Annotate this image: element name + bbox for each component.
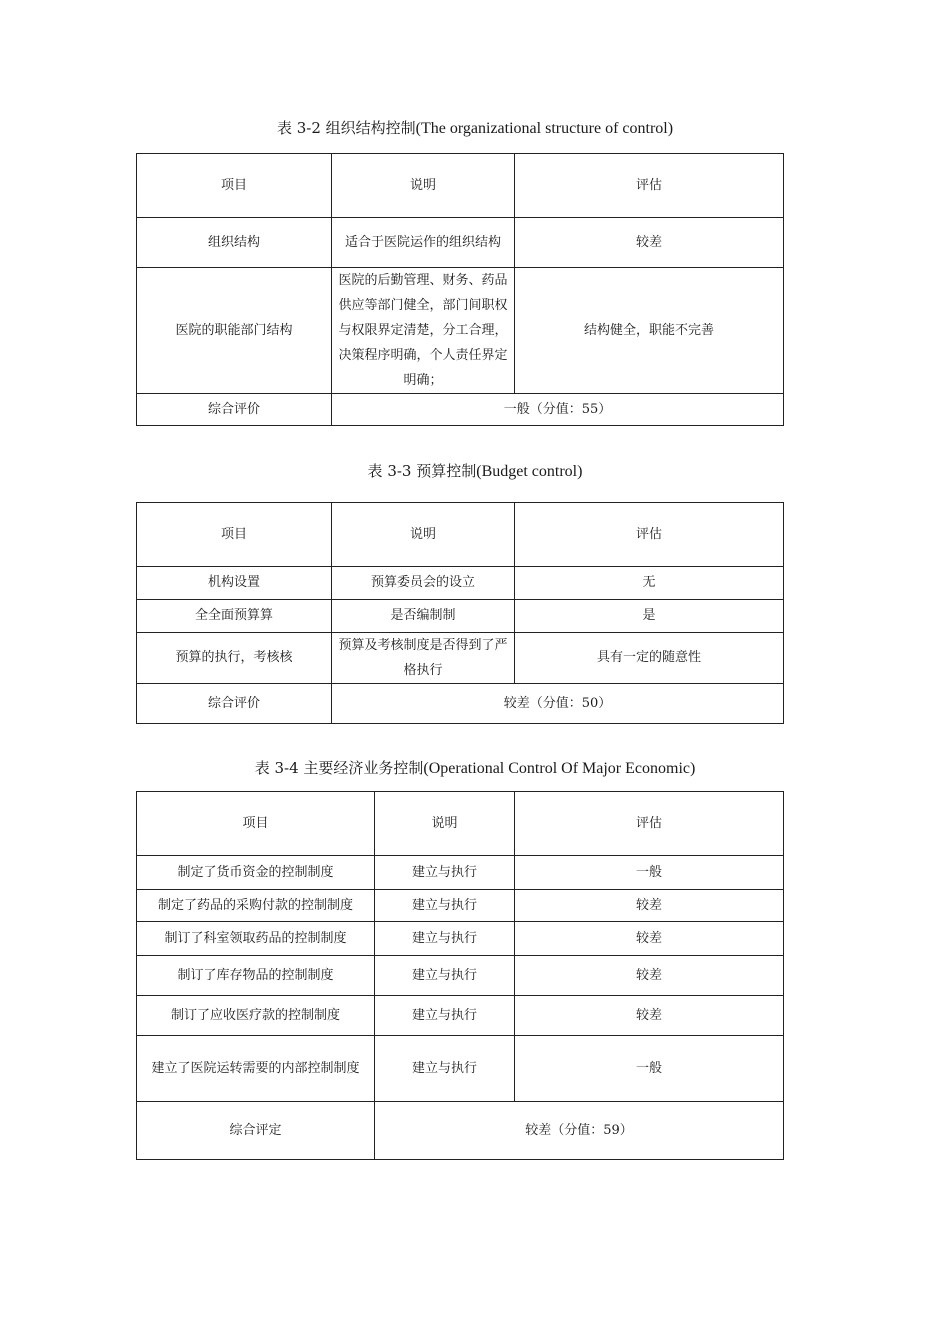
table-row bbox=[137, 922, 784, 956]
table-3-3 bbox=[136, 502, 784, 724]
table-cell: 医院的职能部门结构 bbox=[137, 268, 332, 394]
table-cell: 全全面预算算 bbox=[137, 600, 332, 633]
table-cell: 预算委员会的设立 bbox=[332, 567, 515, 600]
header-cell: 说明 bbox=[332, 154, 515, 218]
header-cell: 评估 bbox=[515, 792, 784, 856]
table-cell: 是 bbox=[515, 600, 784, 633]
table-cell: 机构设置 bbox=[137, 567, 332, 600]
table-row bbox=[137, 218, 784, 268]
table-cell: 制定了药品的采购付款的控制制度 bbox=[137, 890, 375, 922]
summary-label: 综合评定 bbox=[137, 1102, 375, 1160]
table-cell: 建立与执行 bbox=[375, 996, 515, 1036]
summary-value: 一般（分值：55） bbox=[332, 394, 784, 426]
table-cell: 适合于医院运作的组织结构 bbox=[332, 218, 515, 268]
summary-value: 较差（分值：50） bbox=[332, 684, 784, 724]
table-cell: 建立与执行 bbox=[375, 1036, 515, 1102]
table-row bbox=[137, 890, 784, 922]
header-cell: 项目 bbox=[137, 792, 375, 856]
table-cell: 较差 bbox=[515, 922, 784, 956]
table-cell: 制订了应收医疗款的控制制度 bbox=[137, 996, 375, 1036]
table-cell: 具有一定的随意性 bbox=[515, 633, 784, 684]
caption-cn: 表 3-4 主要经济业务控制 bbox=[254, 759, 424, 777]
table-cell: 建立与执行 bbox=[375, 922, 515, 956]
table-header-row bbox=[137, 792, 784, 856]
table-cell: 医院的后勤管理、财务、药品供应等部门健全，部门间职权与权限界定清楚，分工合理，决策程序明确，个人责任界定明确； bbox=[332, 268, 515, 394]
table-3-4-caption bbox=[0, 758, 950, 779]
table-cell: 建立与执行 bbox=[375, 890, 515, 922]
header-cell: 评估 bbox=[515, 154, 784, 218]
table-cell: 一般 bbox=[515, 856, 784, 890]
table-cell: 预算及考核制度是否得到了严格执行 bbox=[332, 633, 515, 684]
summary-row bbox=[137, 684, 784, 724]
table-cell: 是否编制制 bbox=[332, 600, 515, 633]
table-cell: 建立与执行 bbox=[375, 856, 515, 890]
table-header-row bbox=[137, 154, 784, 218]
table-3-3-caption bbox=[0, 461, 950, 482]
table-cell: 一般 bbox=[515, 1036, 784, 1102]
table-cell: 建立了医院运转需要的内部控制制度 bbox=[137, 1036, 375, 1102]
caption-en: (Operational Control Of Major Economic) bbox=[423, 760, 696, 777]
table-cell: 制订了科室领取药品的控制制度 bbox=[137, 922, 375, 956]
table-cell: 制订了库存物品的控制制度 bbox=[137, 956, 375, 996]
table-3-2 bbox=[136, 153, 784, 426]
header-cell: 说明 bbox=[375, 792, 515, 856]
caption-cn: 表 3-3 预算控制 bbox=[367, 462, 477, 480]
caption-en: (Budget control) bbox=[476, 463, 583, 480]
table-row bbox=[137, 567, 784, 600]
header-cell: 项目 bbox=[137, 503, 332, 567]
table-header-row bbox=[137, 503, 784, 567]
summary-label: 综合评价 bbox=[137, 394, 332, 426]
table-row bbox=[137, 1036, 784, 1102]
table-3-4 bbox=[136, 791, 784, 1160]
table-cell: 无 bbox=[515, 567, 784, 600]
table-row bbox=[137, 633, 784, 684]
table-cell: 预算的执行，考核核 bbox=[137, 633, 332, 684]
summary-label: 综合评价 bbox=[137, 684, 332, 724]
header-cell: 项目 bbox=[137, 154, 332, 218]
table-cell: 较差 bbox=[515, 996, 784, 1036]
table-cell: 较差 bbox=[515, 890, 784, 922]
header-cell: 说明 bbox=[332, 503, 515, 567]
table-cell: 结构健全，职能不完善 bbox=[515, 268, 784, 394]
table-row bbox=[137, 996, 784, 1036]
table-cell: 较差 bbox=[515, 956, 784, 996]
header-cell: 评估 bbox=[515, 503, 784, 567]
caption-cn: 表 3-2 组织结构控制 bbox=[276, 119, 416, 137]
table-cell: 制定了货币资金的控制制度 bbox=[137, 856, 375, 890]
table-row bbox=[137, 956, 784, 996]
summary-row bbox=[137, 1102, 784, 1160]
summary-row bbox=[137, 394, 784, 426]
table-cell: 组织结构 bbox=[137, 218, 332, 268]
table-cell: 较差 bbox=[515, 218, 784, 268]
table-3-2-caption bbox=[0, 118, 950, 139]
table-row bbox=[137, 268, 784, 394]
summary-value: 较差（分值：59） bbox=[375, 1102, 784, 1160]
caption-en: (The organizational structure of control) bbox=[415, 120, 674, 137]
table-cell: 建立与执行 bbox=[375, 956, 515, 996]
table-row bbox=[137, 856, 784, 890]
table-row bbox=[137, 600, 784, 633]
